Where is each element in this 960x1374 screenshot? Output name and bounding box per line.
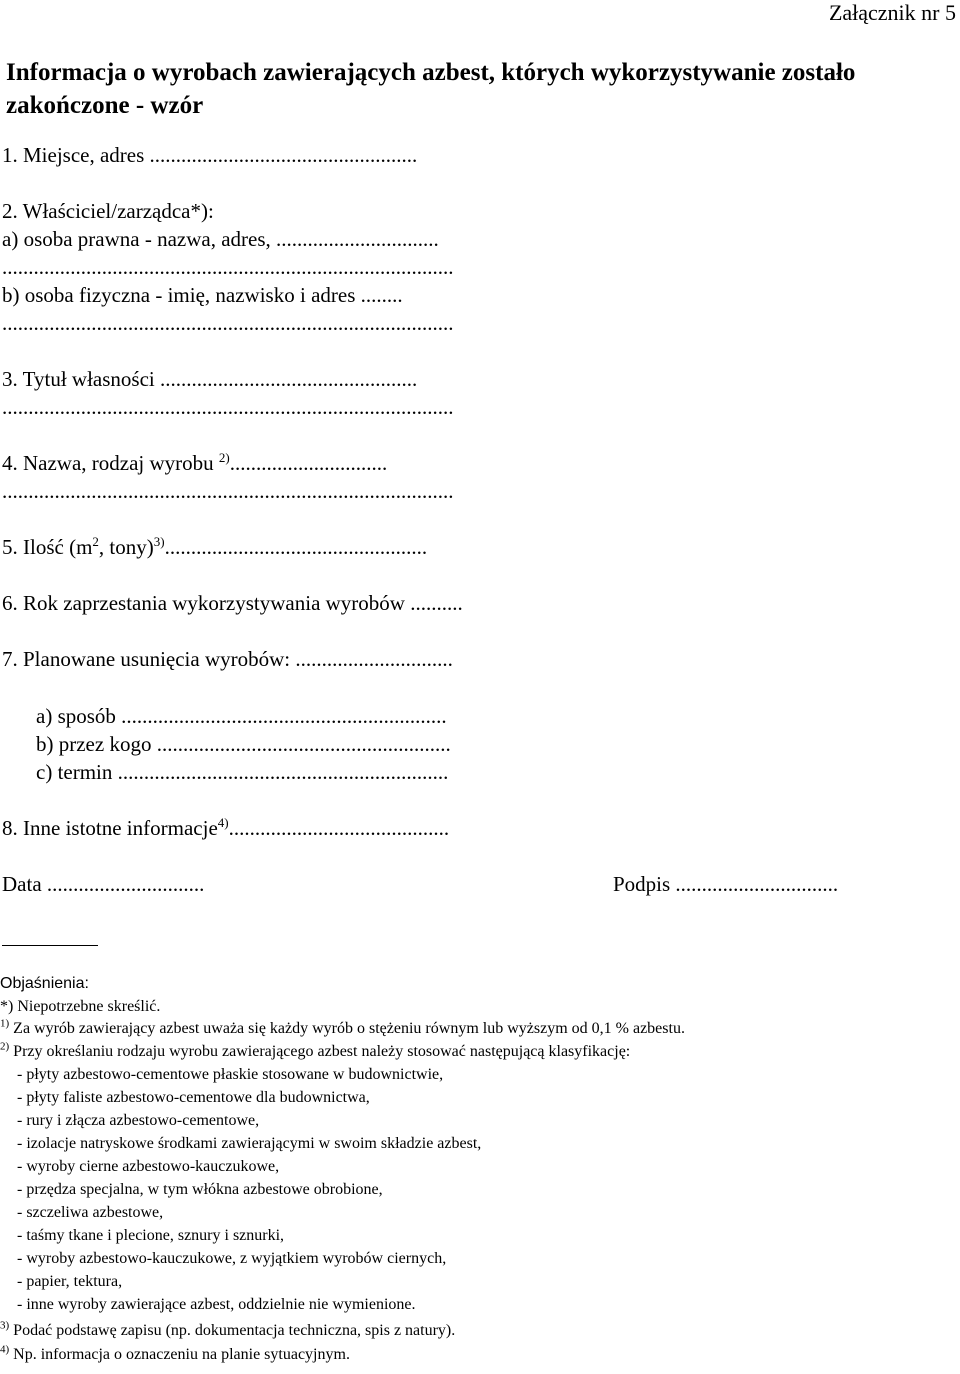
footnote-ref-2: 2)	[218, 450, 230, 465]
note-3-text: Podać podstawę zapisu (np. dokumentacja techniczna, spis z natury).	[13, 1322, 456, 1339]
note-2-marker: 2)	[0, 1040, 10, 1053]
classification-item: - taśmy tkane i plecione, sznury i sznurki,	[17, 1227, 285, 1244]
field-other-info	[2, 816, 449, 841]
field-owner: 2. Właściciel/zarządca*):	[2, 199, 214, 223]
notes-heading: Objaśnienia:	[0, 975, 89, 992]
field-ownership-title-cont: ......................................................................................	[2, 395, 454, 419]
field-owner-natural-person: b) osoba fizyczna - imię, nazwisko i adres ........	[2, 283, 403, 307]
classification-item: - rury i złącza azbestowo-cementowe,	[17, 1112, 260, 1129]
superscript-square: 2	[92, 534, 99, 549]
classification-item: - płyty faliste azbestowo-cementowe dla budownictwa,	[17, 1089, 370, 1106]
field-planned-removal: 7. Planowane usunięcia wyrobów: ..............................	[2, 647, 453, 671]
note-4	[0, 1343, 350, 1364]
field-product-type-cont: ......................................................................................	[2, 479, 454, 503]
footnote-separator	[2, 945, 98, 946]
field-owner-natural-person-cont: ......................................................................................	[2, 311, 454, 335]
classification-item: - płyty azbestowo-cementowe płaskie stosowane w budownictwie,	[17, 1066, 444, 1083]
footnote-ref-3: 3)	[153, 534, 165, 549]
field-quantity-unit: , tony)	[98, 535, 154, 559]
field-product-type-dots: ..............................	[229, 451, 388, 475]
field-quantity	[2, 535, 427, 560]
note-4-text: Np. informacja o oznaczeniu na planie sytuacyjnym.	[13, 1346, 350, 1363]
field-owner-legal-person: a) osoba prawna - nazwa, adres, ...............................	[2, 227, 439, 251]
note-3	[0, 1319, 456, 1340]
classification-item: - przędza specjalna, w tym włókna azbestowe obrobione,	[17, 1181, 383, 1198]
note-2-text: Przy określaniu rodzaju wyrobu zawierającego azbest należy stosować następującą klasyfikację:	[13, 1043, 631, 1060]
note-1-marker: 1)	[0, 1017, 10, 1030]
footnote-ref-4: 4)	[217, 815, 229, 830]
field-quantity-dots: ..................................................	[164, 535, 428, 559]
note-1	[0, 1017, 685, 1038]
field-removal-deadline: c) termin ...............................................................	[36, 760, 449, 784]
classification-item: - izolacje natryskowe środkami zawierającymi w swoim składzie azbest,	[17, 1135, 482, 1152]
field-other-info-label: 8. Inne istotne informacje	[2, 816, 218, 840]
note-4-marker: 4)	[0, 1343, 10, 1356]
note-star: *) Niepotrzebne skreślić.	[0, 998, 161, 1015]
field-end-year: 6. Rok zaprzestania wykorzystywania wyrobów ..........	[2, 591, 463, 615]
classification-item: - szczeliwa azbestowe,	[17, 1204, 164, 1221]
classification-item: - wyroby cierne azbestowo-kauczukowe,	[17, 1158, 280, 1175]
field-owner-legal-person-cont: ......................................................................................	[2, 255, 454, 279]
note-1-text: Za wyrób zawierający azbest uważa się każdy wyrób o stężeniu równym lub wyższym od 0,1 % azbestu.	[13, 1020, 685, 1037]
note-2	[0, 1040, 631, 1061]
field-location: 1. Miejsce, adres ...................................................	[2, 143, 418, 167]
field-other-info-dots: ..........................................	[228, 816, 450, 840]
classification-item: - inne wyroby zawierające azbest, oddzielnie nie wymienione.	[17, 1296, 416, 1313]
note-3-marker: 3)	[0, 1319, 10, 1332]
field-removal-by-whom: b) przez kogo ........................................................	[36, 732, 451, 756]
field-removal-method: a) sposób ..............................................................	[36, 704, 447, 728]
field-product-type-label: 4. Nazwa, rodzaj wyrobu	[2, 451, 219, 475]
field-quantity-label: 5. Ilość (m	[2, 535, 93, 559]
field-product-type	[2, 451, 387, 476]
classification-item: - wyroby azbestowo-kauczukowe, z wyjątkiem wyrobów ciernych,	[17, 1250, 447, 1267]
form-title: Informacja o wyrobach zawierających azbest, których wykorzystywanie zostało zakończone - wzór	[6, 59, 856, 119]
field-signature: Podpis ...............................	[613, 872, 839, 896]
classification-item: - papier, tektura,	[17, 1273, 123, 1290]
field-ownership-title: 3. Tytuł własności .................................................	[2, 367, 418, 391]
field-date: Data ..............................	[2, 872, 205, 896]
attachment-number: Załącznik nr 5	[828, 0, 956, 25]
